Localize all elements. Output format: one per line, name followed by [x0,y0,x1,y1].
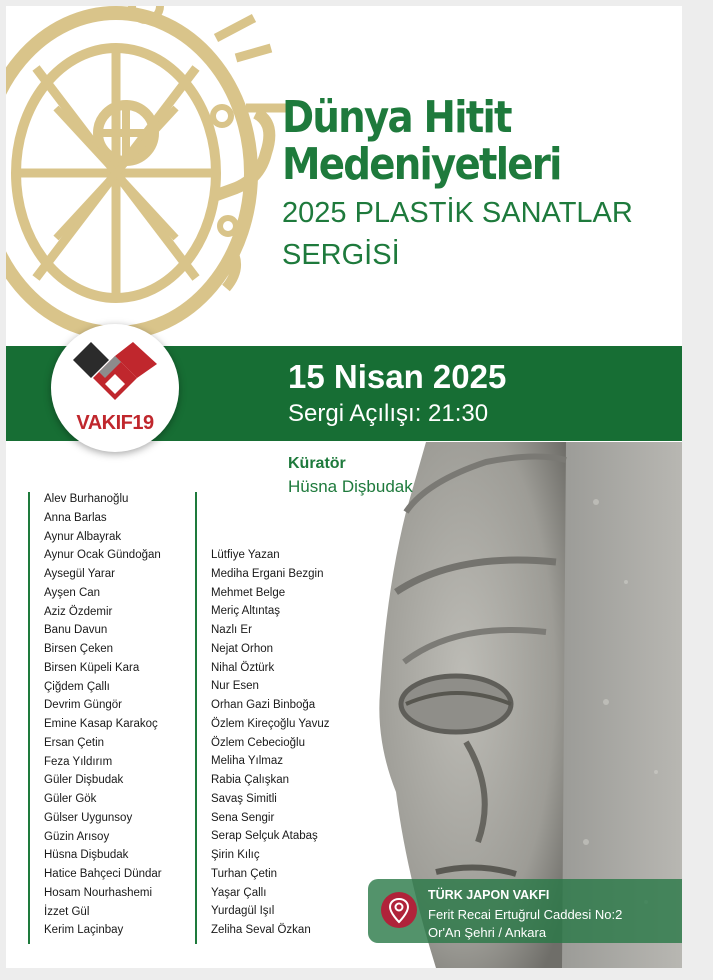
artist-name: Aynur Albayrak [44,530,122,543]
subtitle-line-1: 2025 PLASTİK SANATLAR [282,197,633,229]
artist-name: Sena Sengir [211,811,275,824]
artist-name: Gülser Uygunsoy [44,811,133,824]
artists-list-right [211,546,329,940]
artist-name: Özlem Cebecioğlu [211,736,305,749]
artist-name: Çiğdem Çallı [44,680,110,693]
artist-name: Zeliha Seval Özkan [211,924,311,936]
artist-name: Güzin Arısoy [44,830,110,843]
artist-name: Serap Selçuk Atabaş [211,830,318,843]
artist-name: Nur Esen [211,680,259,693]
event-date: 15 Nisan 2025 [288,358,507,395]
artist-name: Güler Gök [44,793,97,805]
artist-name: Savaş Simitli [211,792,277,805]
subtitle-line-2: SERGİSİ [282,239,400,271]
artist-name: Meriç Altıntaş [211,605,281,618]
venue-box [368,879,682,943]
artists-list-left [44,490,162,940]
artist-name: Rabia Çalışkan [211,774,289,786]
title-line-1: Dünya Hitit [282,92,511,143]
artist-name: Güler Dişbudak [44,774,124,787]
artist-name: Şirin Kılıç [211,849,260,861]
artist-name: Hüsna Dişbudak [44,849,129,862]
artist-name: Anna Barlas [44,511,107,524]
curator-label: Küratör [288,455,346,472]
artist-name: Orhan Gazi Binboğa [211,699,316,711]
opening-time: Sergi Açılışı: 21:30 [288,400,489,427]
artist-name: İzzet Gül [44,905,90,918]
artist-name: Yurdagül Işıl [211,905,275,918]
poster [6,6,682,968]
artist-name: Devrim Güngör [44,699,122,712]
artist-name: Emine Kasap Karakoç [44,718,158,730]
artist-name: Meliha Yılmaz [211,755,284,768]
exhibition-title [282,94,633,272]
artist-name: Feza Yıldırım [44,755,113,768]
list-divider-left [28,492,30,944]
venue-address-line-2: Or'An Şehri / Ankara [428,925,547,940]
title-line-2: Medeniyetleri [282,139,561,190]
artist-name: Aysegül Yarar [44,568,115,580]
artist-name: Birsen Küpeli Kara [44,661,140,674]
artist-name: Ersan Çetin [44,736,105,749]
artist-name: Ayşen Can [44,586,101,599]
vakif19-logo [51,324,179,452]
artist-name: Mediha Ergani Bezgin [211,567,324,580]
artist-name: Özlem Kireçoğlu Yavuz [211,717,330,730]
venue-name: TÜRK JAPON VAKFI [428,888,550,902]
artist-name: Banu Davun [44,624,108,637]
artist-name: Hatice Bahçeci Dündar [44,868,162,880]
artist-name: Nazlı Er [211,624,252,636]
hittite-sun-disc-icon [6,6,296,358]
artist-name: Aziz Özdemir [44,605,113,618]
artist-name: Alev Burhanoğlu [44,493,129,505]
artist-name: Yaşar Çallı [211,886,267,899]
logo-text: VAKIF19 [76,412,154,434]
artist-name: Lütfiye Yazan [211,549,280,561]
list-divider-right [195,492,197,944]
artist-name: Nejat Orhon [211,642,274,655]
location-pin-icon [380,891,418,929]
curator-name: Hüsna Dişbudak [288,477,413,496]
artist-name: Nihal Öztürk [211,661,275,674]
artist-name: Hosam Nourhashemi [44,886,153,899]
venue-address-line-1: Ferit Recai Ertuğrul Caddesi No:2 [428,907,623,922]
artist-name: Birsen Çeken [44,643,114,655]
artist-name: Mehmet Belge [211,586,286,599]
artist-name: Kerim Laçinbay [44,924,124,937]
artist-name: Turhan Çetin [211,867,278,880]
vakif19-mark-icon [69,338,161,410]
artist-name: Aynur Ocak Gündoğan [44,549,161,562]
